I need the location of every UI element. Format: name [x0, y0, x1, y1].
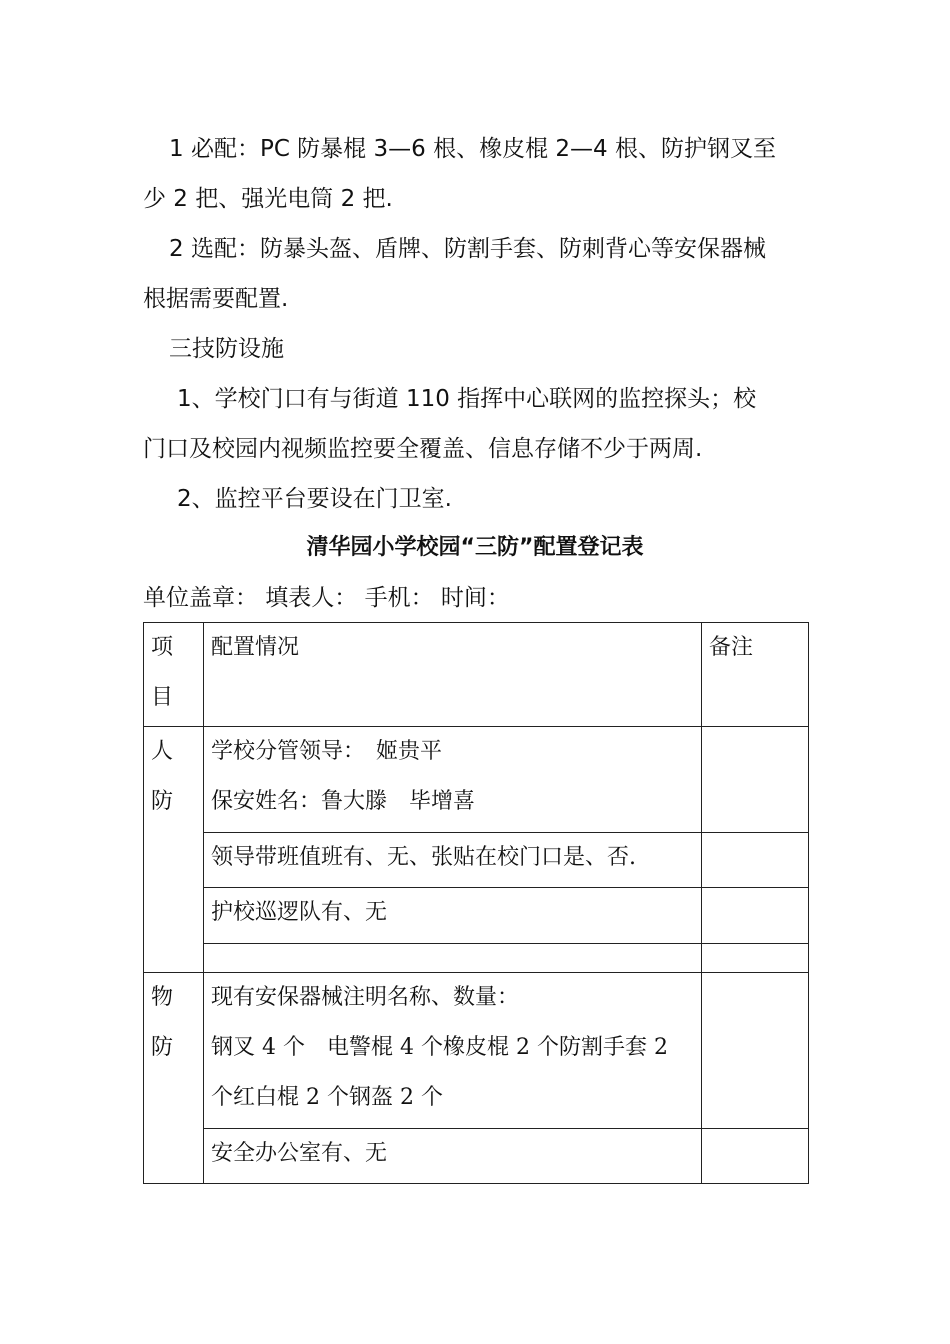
header-remarks-cell: 备注 — [702, 623, 809, 727]
section-heading-tech-defense — [143, 324, 813, 374]
wufang-label-char: 物 — [151, 985, 174, 1010]
table-row — [144, 888, 809, 944]
paragraph-line: 1、学校门口有与街道 110 指挥中心联网的监控探头；校 — [177, 386, 757, 412]
equipment-heading-line: 现有安保器械注明名称、数量： — [211, 985, 520, 1010]
wufang-label-cell — [144, 973, 204, 1184]
paragraph-line: 门口及校园内视频监控要全覆盖、信息存储不少于两周. — [143, 436, 703, 462]
form-meta-line: 单位盖章： 填表人： 手机： 时间： — [143, 585, 510, 611]
equipment-list-line: 个红白棍 2 个钢盔 2 个 — [211, 1085, 443, 1110]
leader-line: 学校分管领导： 姬贵平 — [211, 739, 443, 764]
registration-table — [143, 622, 809, 1184]
paragraph-control-platform — [143, 474, 813, 524]
paragraph-line: 2、监控平台要设在门卫室. — [177, 486, 452, 512]
paragraph-line: 少 2 把、强光电筒 2 把. — [143, 186, 393, 212]
table-row — [144, 833, 809, 888]
renfang-label-cell — [144, 727, 204, 973]
header-config-cell: 配置情况 — [204, 623, 702, 727]
remarks-cell — [702, 727, 809, 833]
remarks-cell — [702, 888, 809, 944]
paragraph-required-equipment — [143, 124, 813, 224]
table-header-row — [144, 623, 809, 727]
remarks-cell — [702, 944, 809, 973]
table-row — [144, 727, 809, 833]
paragraph-optional-equipment — [143, 224, 813, 324]
header-item-cell — [144, 623, 204, 727]
table-row — [144, 944, 809, 973]
paragraph-line: 三技防设施 — [169, 336, 284, 362]
config-cell-empty — [204, 944, 702, 973]
remarks-cell — [702, 1129, 809, 1184]
equipment-list-line: 钢叉 4 个 电警棍 4 个橡皮棍 2 个防割手套 2 — [211, 1035, 668, 1060]
paragraph-line: 1 必配：PC 防暴棍 3—6 根、橡皮棍 2—4 根、防护钢叉至 — [169, 136, 776, 162]
remarks-cell — [702, 973, 809, 1129]
paragraph-line: 2 选配：防暴头盔、盾牌、防割手套、防刺背心等安保器械 — [169, 236, 766, 262]
config-cell: 安全办公室有、无 — [204, 1129, 702, 1184]
config-cell — [204, 727, 702, 833]
paragraph-line: 根据需要配置. — [143, 286, 289, 312]
guard-names-line: 保安姓名：鲁大滕 毕增喜 — [211, 789, 476, 814]
paragraph-monitoring — [143, 374, 813, 474]
renfang-label-char: 防 — [151, 789, 174, 814]
renfang-label-char: 人 — [151, 739, 174, 764]
table-row — [144, 1129, 809, 1184]
config-cell: 护校巡逻队有、无 — [204, 888, 702, 944]
config-cell — [204, 973, 702, 1129]
config-cell: 领导带班值班有、无、张贴在校门口是、否. — [204, 833, 702, 888]
remarks-cell — [702, 833, 809, 888]
wufang-label-char: 防 — [151, 1035, 174, 1060]
table-title: 清华园小学校园“三防”配置登记表 — [306, 535, 644, 560]
header-item-char: 项 — [151, 635, 174, 660]
table-row — [144, 973, 809, 1129]
header-item-char: 目 — [151, 685, 174, 710]
